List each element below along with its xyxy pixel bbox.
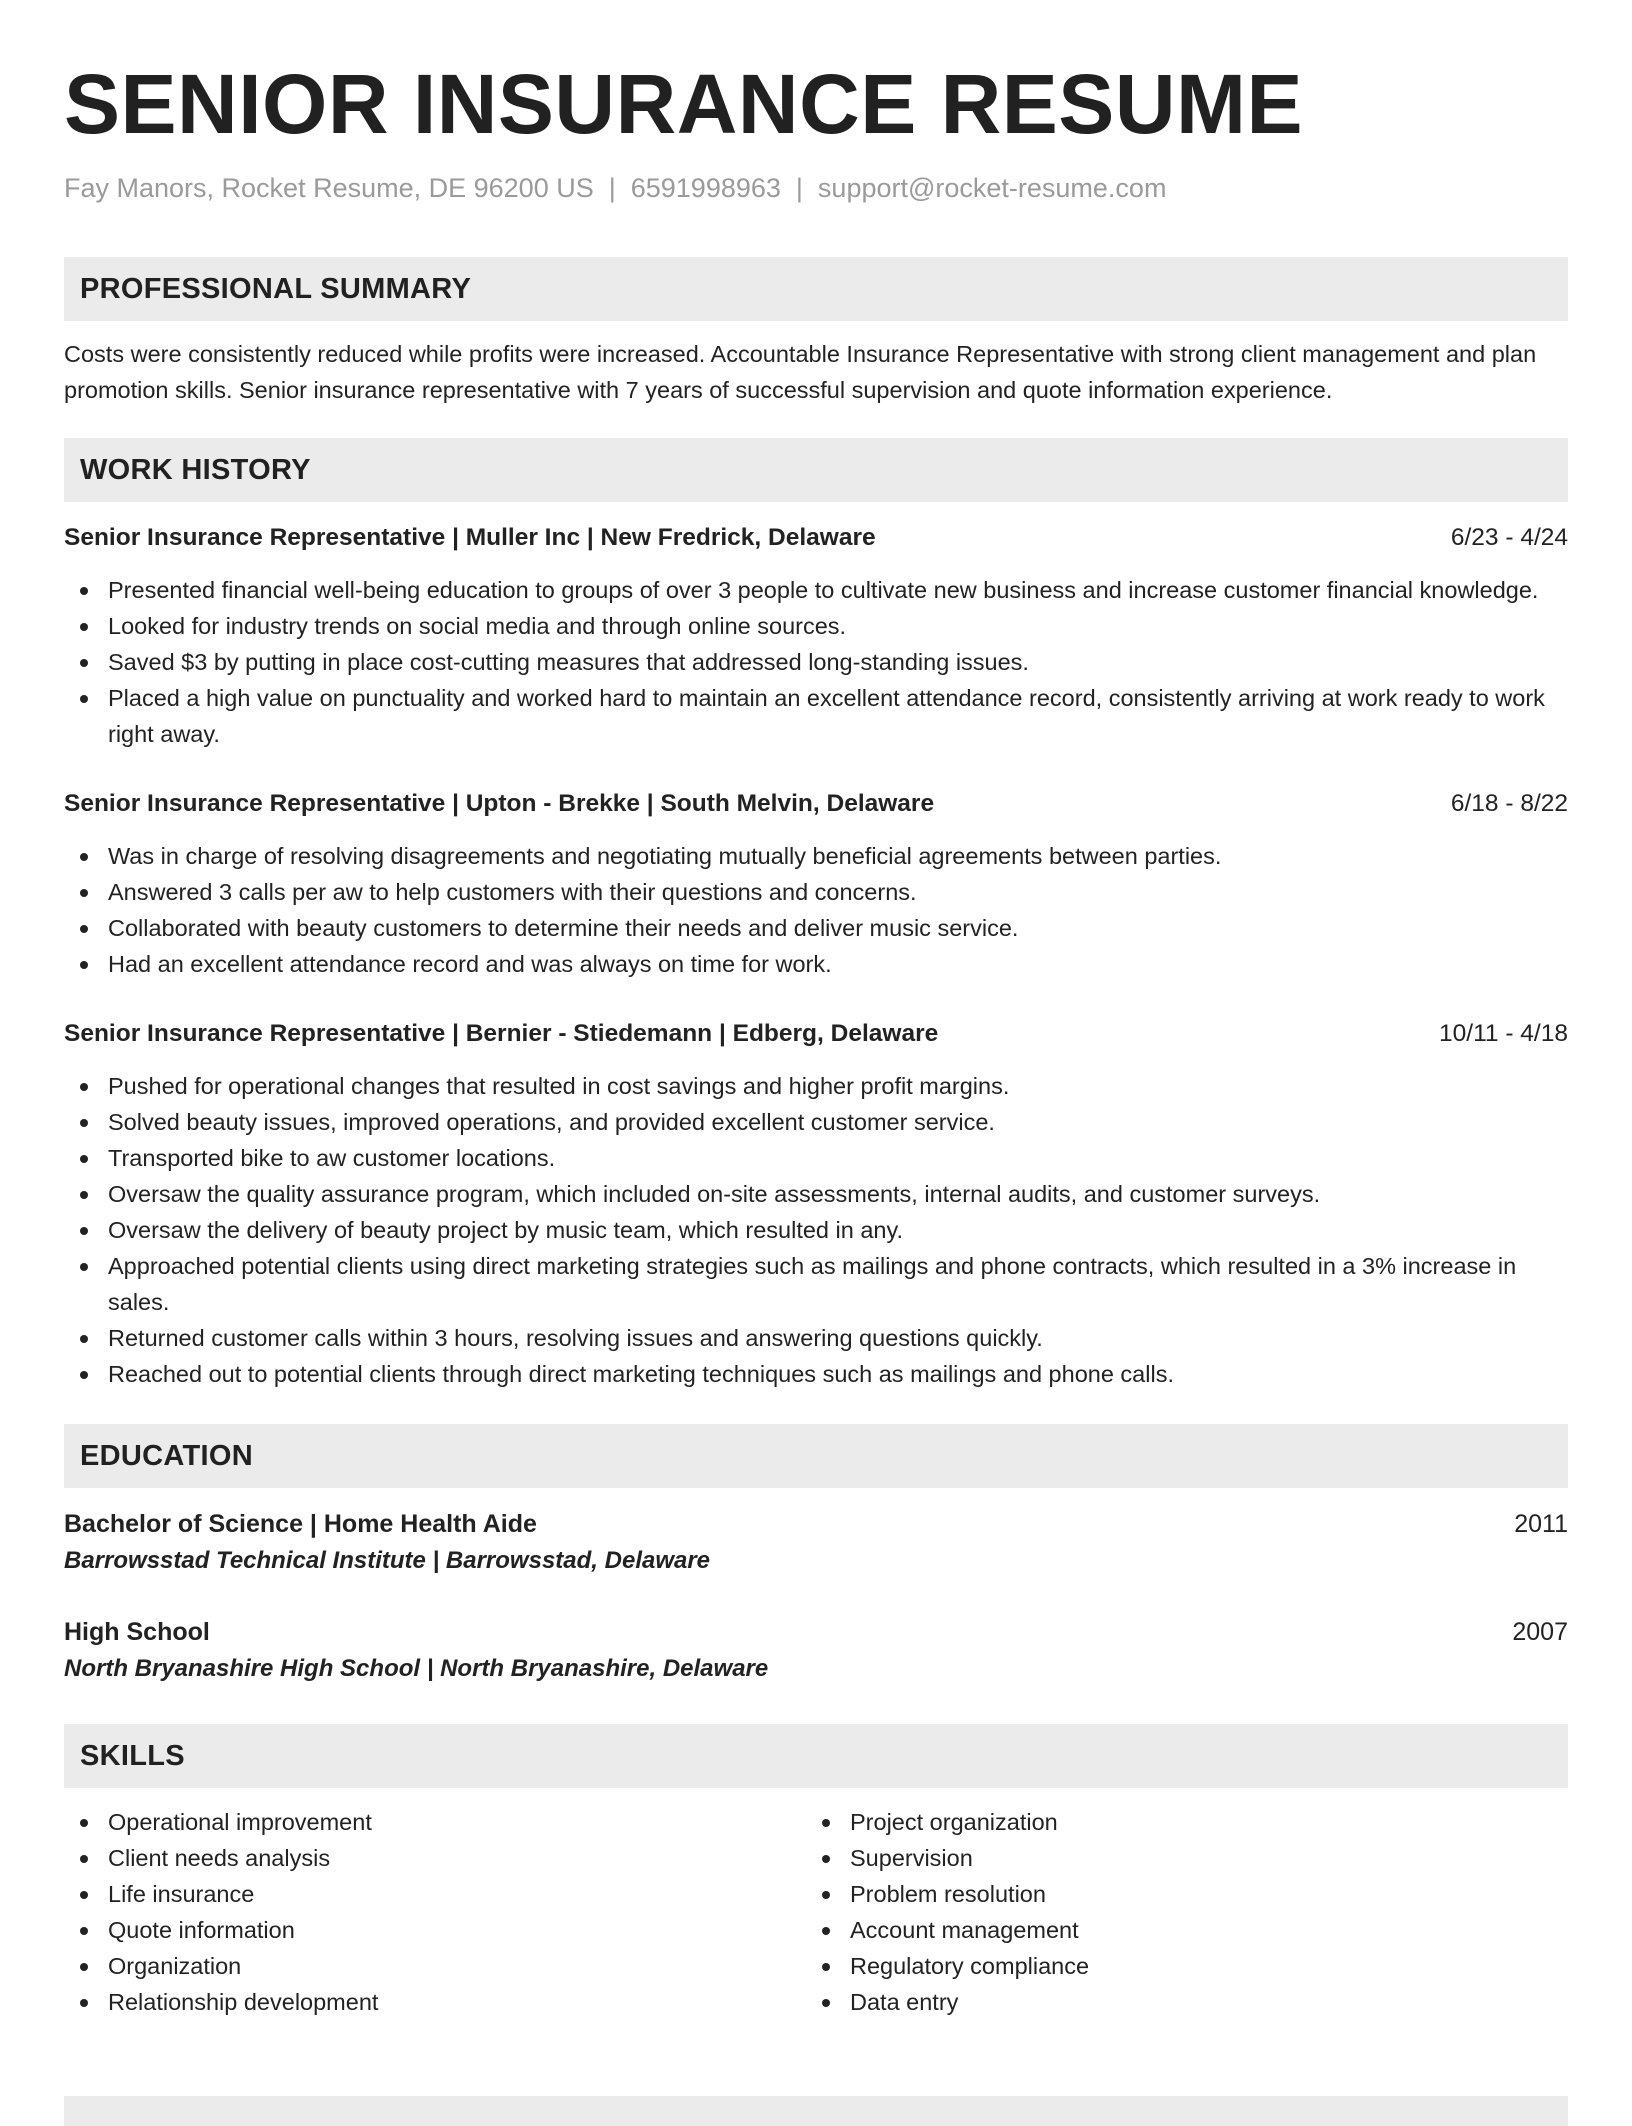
section-heading-education: EDUCATION [64, 1424, 1568, 1488]
list-item-text: Pushed for operational changes that resulted in cost savings and higher profit margins. [108, 1073, 1010, 1099]
job-entry [64, 1016, 1568, 1392]
section-heading-summary: PROFESSIONAL SUMMARY [64, 257, 1568, 321]
bullet-icon [80, 1191, 88, 1199]
skill-text: Operational improvement [108, 1809, 372, 1835]
contact-line [64, 172, 1568, 204]
list-item-text: Solved beauty issues, improved operations, and provided excellent customer service. [108, 1109, 995, 1135]
bullet-icon [822, 1963, 830, 1971]
resume-page [64, 0, 1568, 2020]
bullet-icon [80, 1155, 88, 1163]
job-title: Senior Insurance Representative | Upton - Brekke | South Melvin, Delaware [64, 790, 935, 817]
job-dates: 10/11 - 4/18 [1439, 1020, 1568, 1047]
list-item-text: Placed a high value on punctuality and worked hard to maintain an excellent attendance record, consistently arriving at work ready to work right away. [108, 685, 1545, 747]
bullet-icon [80, 1083, 88, 1091]
job-title: Senior Insurance Representative | Muller Inc | New Fredrick, Delaware [64, 524, 876, 551]
skill-text: Data entry [850, 1989, 959, 2015]
list-item [64, 1320, 1568, 1356]
list-item-text: Looked for industry trends on social media and through online sources. [108, 613, 847, 639]
bullet-icon [80, 1227, 88, 1235]
skills-list-right [806, 1804, 1548, 2020]
list-item [64, 572, 1568, 608]
list-item-text: Presented financial well-being education to groups of over 3 people to cultivate new business and increase customer financial knowledge. [108, 577, 1539, 603]
skill-text: Organization [108, 1953, 242, 1979]
skill-text: Account management [850, 1917, 1079, 1943]
bullet-icon [80, 659, 88, 667]
list-item-text: Approached potential clients using direct marketing strategies such as mailings and phone contracts, which resulted in a 3% increase in sales. [108, 1253, 1517, 1315]
bullet-icon [822, 1927, 830, 1935]
bullet-icon [80, 925, 88, 933]
education-degree: High School [64, 1618, 210, 1646]
list-item [806, 1984, 1548, 2020]
list-item [64, 874, 1568, 910]
bullet-icon [80, 1855, 88, 1863]
list-item-text: Reached out to potential clients through direct marketing techniques such as mailings and phone calls. [108, 1361, 1174, 1387]
list-item [806, 1804, 1548, 1840]
bullet-icon [822, 1819, 830, 1827]
skill-text: Relationship development [108, 1989, 379, 2015]
skill-text: Supervision [850, 1845, 973, 1871]
job-title: Senior Insurance Representative | Bernier - Stiedemann | Edberg, Delaware [64, 1020, 939, 1047]
bullet-icon [80, 1927, 88, 1935]
list-item [806, 1912, 1548, 1948]
job-entry [64, 786, 1568, 982]
list-item-text: Had an excellent attendance record and was always on time for work. [108, 951, 832, 977]
bullet-icon [80, 1335, 88, 1343]
job-bullets [64, 1068, 1568, 1392]
list-item [64, 946, 1568, 982]
education-school: North Bryanashire High School | North Bryanashire, Delaware [64, 1655, 769, 1682]
list-item [64, 1912, 806, 1948]
bullet-icon [80, 1819, 88, 1827]
bullet-icon [80, 695, 88, 703]
job-dates: 6/18 - 8/22 [1450, 790, 1568, 817]
education-year: 2007 [1512, 1618, 1568, 1646]
job-bullets [64, 572, 1568, 752]
list-item [64, 1876, 806, 1912]
list-item-text: Collaborated with beauty customers to determine their needs and deliver music service. [108, 915, 1019, 941]
list-item [64, 1804, 806, 1840]
contact-phone: 6591998963 [630, 173, 781, 203]
contact-email: support@rocket-resume.com [817, 173, 1167, 203]
list-item-text: Returned customer calls within 3 hours, resolving issues and answering questions quickly. [108, 1325, 1043, 1351]
skill-text: Problem resolution [850, 1881, 1046, 1907]
list-item-text: Saved $3 by putting in place cost-cutting measures that addressed long-standing issues. [108, 649, 1029, 675]
list-item [806, 1948, 1548, 1984]
bullet-icon [80, 1263, 88, 1271]
resume-title: SENIOR INSURANCE RESUME [64, 57, 1303, 151]
education-entry [64, 1506, 1568, 1580]
job-bullets [64, 838, 1568, 982]
list-item [64, 1104, 1568, 1140]
contact-separator: | [795, 173, 803, 203]
education-school: Barrowsstad Technical Institute | Barrowsstad, Delaware [64, 1547, 711, 1574]
list-item [64, 1356, 1568, 1392]
skill-text: Regulatory compliance [850, 1953, 1090, 1979]
bullet-icon [80, 853, 88, 861]
skill-text: Quote information [108, 1917, 295, 1943]
list-item [64, 1176, 1568, 1212]
job-dates: 6/23 - 4/24 [1450, 524, 1568, 551]
contact-address: Fay Manors, Rocket Resume, DE 96200 US [64, 173, 594, 203]
list-item-text: Oversaw the quality assurance program, which included on-site assessments, internal audits, and customer surveys. [108, 1181, 1321, 1207]
skill-text: Project organization [850, 1809, 1058, 1835]
list-item-text: Oversaw the delivery of beauty project by music team, which resulted in any. [108, 1217, 904, 1243]
list-item [806, 1876, 1548, 1912]
list-item [64, 608, 1568, 644]
bullet-icon [80, 889, 88, 897]
list-item [64, 1068, 1568, 1104]
list-item [64, 680, 1568, 752]
list-item [64, 1212, 1568, 1248]
list-item [64, 1984, 806, 2020]
bullet-icon [80, 1371, 88, 1379]
list-item [64, 644, 1568, 680]
skill-text: Client needs analysis [108, 1845, 331, 1871]
list-item [64, 1248, 1568, 1320]
skills-list-left [64, 1804, 806, 2020]
bullet-icon [80, 1891, 88, 1899]
list-item [64, 838, 1568, 874]
list-item [64, 1140, 1568, 1176]
list-item [64, 1948, 806, 1984]
contact-separator: | [608, 173, 616, 203]
list-item [806, 1840, 1548, 1876]
education-degree: Bachelor of Science | Home Health Aide [64, 1510, 537, 1538]
list-item-text: Was in charge of resolving disagreements and negotiating mutually beneficial agreements between parties. [108, 843, 1222, 869]
bullet-icon [80, 587, 88, 595]
bullet-icon [80, 1999, 88, 2007]
bullet-icon [80, 1963, 88, 1971]
list-item [64, 910, 1568, 946]
bullet-icon [80, 1119, 88, 1127]
section-heading-work-history: WORK HISTORY [64, 438, 1568, 502]
education-year: 2011 [1514, 1510, 1568, 1538]
list-item-text: Transported bike to aw customer locations. [108, 1145, 556, 1171]
section-heading-skills: SKILLS [64, 1724, 1568, 1788]
list-item-text: Answered 3 calls per aw to help customers with their questions and concerns. [108, 879, 917, 905]
skill-text: Life insurance [108, 1881, 255, 1907]
next-section-heading-band [64, 2096, 1568, 2126]
bullet-icon [80, 961, 88, 969]
skills-columns [64, 1804, 1568, 2020]
education-entry [64, 1614, 1568, 1688]
bullet-icon [80, 623, 88, 631]
bullet-icon [822, 1999, 830, 2007]
bullet-icon [822, 1855, 830, 1863]
summary-text: Costs were consistently reduced while profits were increased. Accountable Insurance Representative with strong client management and plan promotion skills. Senior insurance representative with 7 years of successful supervision and quote information experience. [64, 341, 1537, 403]
bullet-icon [822, 1891, 830, 1899]
job-entry [64, 520, 1568, 752]
list-item [64, 1840, 806, 1876]
